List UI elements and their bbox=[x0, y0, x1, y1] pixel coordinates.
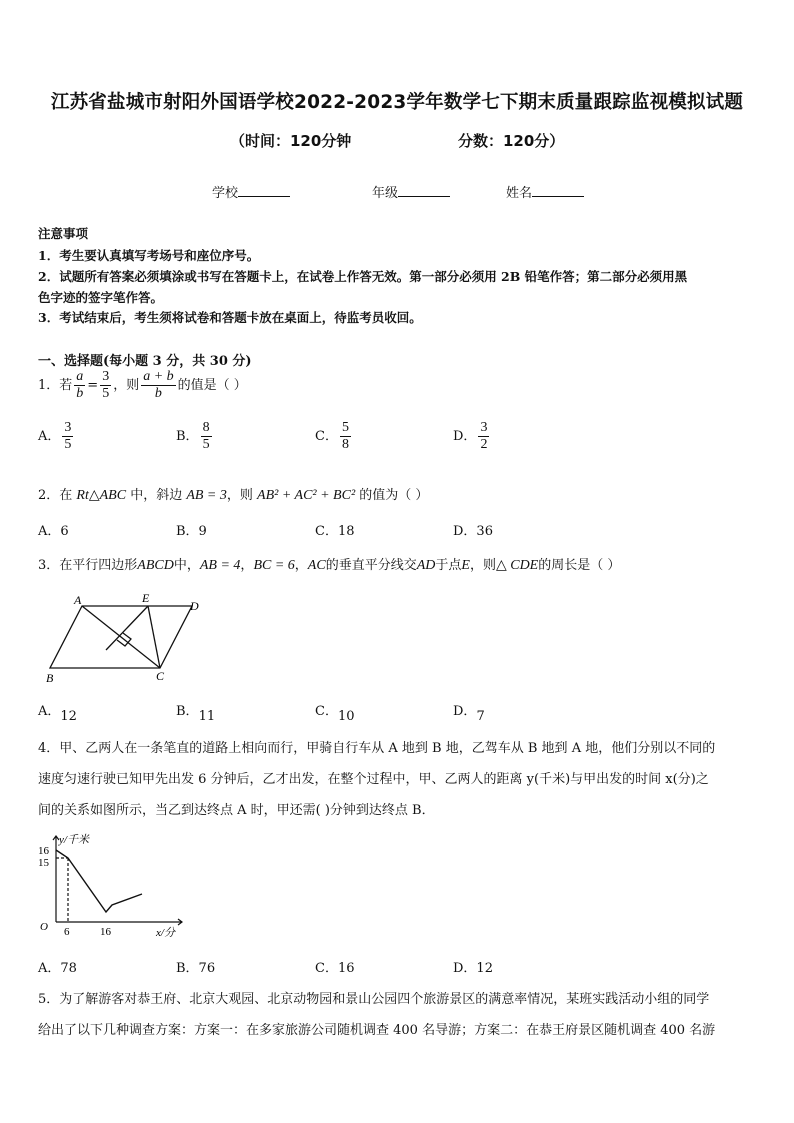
label-a: A bbox=[74, 593, 82, 607]
question-4-line-1: 4．甲、乙两人在一条笔直的道路上相向而行，甲骑自行车从 A 地到 B 地，乙驾车从 B 地到 A 地，他们分别以不同的 bbox=[38, 741, 716, 756]
option-c[interactable]: C．16 bbox=[315, 961, 355, 976]
time-info: （时间：120分钟 bbox=[230, 132, 352, 150]
option-d[interactable]: D．12 bbox=[453, 961, 493, 976]
origin-label: O bbox=[40, 921, 48, 933]
grade-label: 年级 bbox=[372, 186, 399, 201]
question-4-line-2: 速度匀速行驶已知甲先出发 6 分钟后，乙才出发，在整个过程中，甲、乙两人的距离 y(千米)与甲出发的时间 x(分)之 bbox=[38, 772, 709, 787]
question-5-line-2: 给出了以下几种调查方案：方案一：在多家旅游公司随机调查 400 名导游；方案二：在恭王府景区随机调查 400 名游 bbox=[38, 1023, 716, 1038]
question-1: 1．若 $\frac{a}{b}$ = $\frac{3}{5}$ ，则 $\frac{a + b}{b}$ 的值是（ ） bbox=[38, 369, 247, 401]
name-blank[interactable] bbox=[532, 184, 584, 197]
question-5-line-1: 5．为了解游客对恭王府、北京大观园、北京动物园和景山公园四个旅游景区的满意率情况，某班实践活动小组的同学 bbox=[38, 992, 710, 1007]
distance-time-graph bbox=[34, 832, 194, 944]
option-b[interactable]: B．11 bbox=[176, 704, 216, 724]
diagonal-ac bbox=[82, 606, 160, 668]
note-item: 色字迹的签字笔作答。 bbox=[38, 290, 164, 305]
note-item: 2．试题所有答案必须填涂或书写在答题卡上，在试卷上作答无效。第一部分必须用 2B 铅笔作答；第二部分必须用黑 bbox=[38, 269, 688, 284]
option-c[interactable]: C．10 bbox=[315, 704, 355, 724]
option-b[interactable]: B． $\frac{8}{5}$ bbox=[176, 420, 210, 452]
label-b: B bbox=[46, 671, 54, 684]
name-field[interactable] bbox=[506, 182, 584, 201]
option-a[interactable]: A．78 bbox=[38, 961, 77, 976]
option-d[interactable]: D．7 bbox=[453, 704, 485, 724]
question-4-line-3: 间的关系如图所示，当乙到达终点 A 时，甲还需( )分钟到达终点 B． bbox=[38, 803, 435, 818]
exam-title: 江苏省盐城市射阳外国语学校2022-2023学年数学七下期末质量跟踪监视模拟试题 bbox=[50, 92, 744, 113]
option-c[interactable]: C．18 bbox=[315, 524, 355, 539]
grade-blank[interactable] bbox=[398, 184, 450, 197]
label-e: E bbox=[142, 592, 150, 605]
grade-field[interactable] bbox=[372, 182, 450, 201]
segment-ec bbox=[148, 606, 160, 668]
option-a[interactable]: A．12 bbox=[38, 704, 77, 724]
option-c[interactable]: C． $\frac{5}{8}$ bbox=[315, 420, 349, 452]
question-2: 2．在 Rt△ABC 中，斜边 AB = 3，则 AB² + AC² + BC² 的值为（ ） bbox=[38, 488, 429, 503]
x-tick-6: 6 bbox=[64, 926, 70, 938]
note-item: 1．考生要认真填写考场号和座位序号。 bbox=[38, 248, 260, 263]
distance-line bbox=[56, 850, 142, 912]
option-d[interactable]: D． $\frac{3}{2}$ bbox=[453, 420, 488, 452]
label-c: C bbox=[156, 669, 165, 683]
option-b[interactable]: B．76 bbox=[176, 961, 216, 976]
option-d[interactable]: D．36 bbox=[453, 524, 493, 539]
school-blank[interactable] bbox=[238, 184, 290, 197]
y-axis-label: y/千米 bbox=[59, 834, 89, 846]
label-d: D bbox=[190, 599, 199, 613]
name-label: 姓名 bbox=[506, 186, 533, 201]
x-axis-label: x/分 bbox=[156, 927, 175, 939]
school-label: 学校 bbox=[212, 186, 239, 201]
y-tick-16: 16 bbox=[38, 845, 49, 857]
option-a[interactable]: A． $\frac{3}{5}$ bbox=[38, 420, 72, 452]
parallelogram-figure bbox=[40, 592, 220, 684]
note-item: 3．考试结束后，考生须将试卷和答题卡放在桌面上，待监考员收回。 bbox=[38, 310, 422, 325]
school-field[interactable] bbox=[212, 182, 290, 201]
x-tick-16: 16 bbox=[100, 926, 111, 938]
score-info: 分数：120分） bbox=[458, 132, 565, 150]
question-3: 3．在平行四边形ABCD中，AB = 4，BC = 6，AC的垂直平分线交AD于点E，则△ CDE的周长是（ ） bbox=[38, 558, 621, 573]
section-heading: 一、选择题(每小题 3 分，共 30 分) bbox=[38, 354, 252, 369]
option-b[interactable]: B．9 bbox=[176, 524, 207, 539]
option-a[interactable]: A．6 bbox=[38, 524, 69, 539]
y-tick-15: 15 bbox=[38, 857, 49, 869]
notes-heading: 注意事项 bbox=[38, 226, 89, 241]
